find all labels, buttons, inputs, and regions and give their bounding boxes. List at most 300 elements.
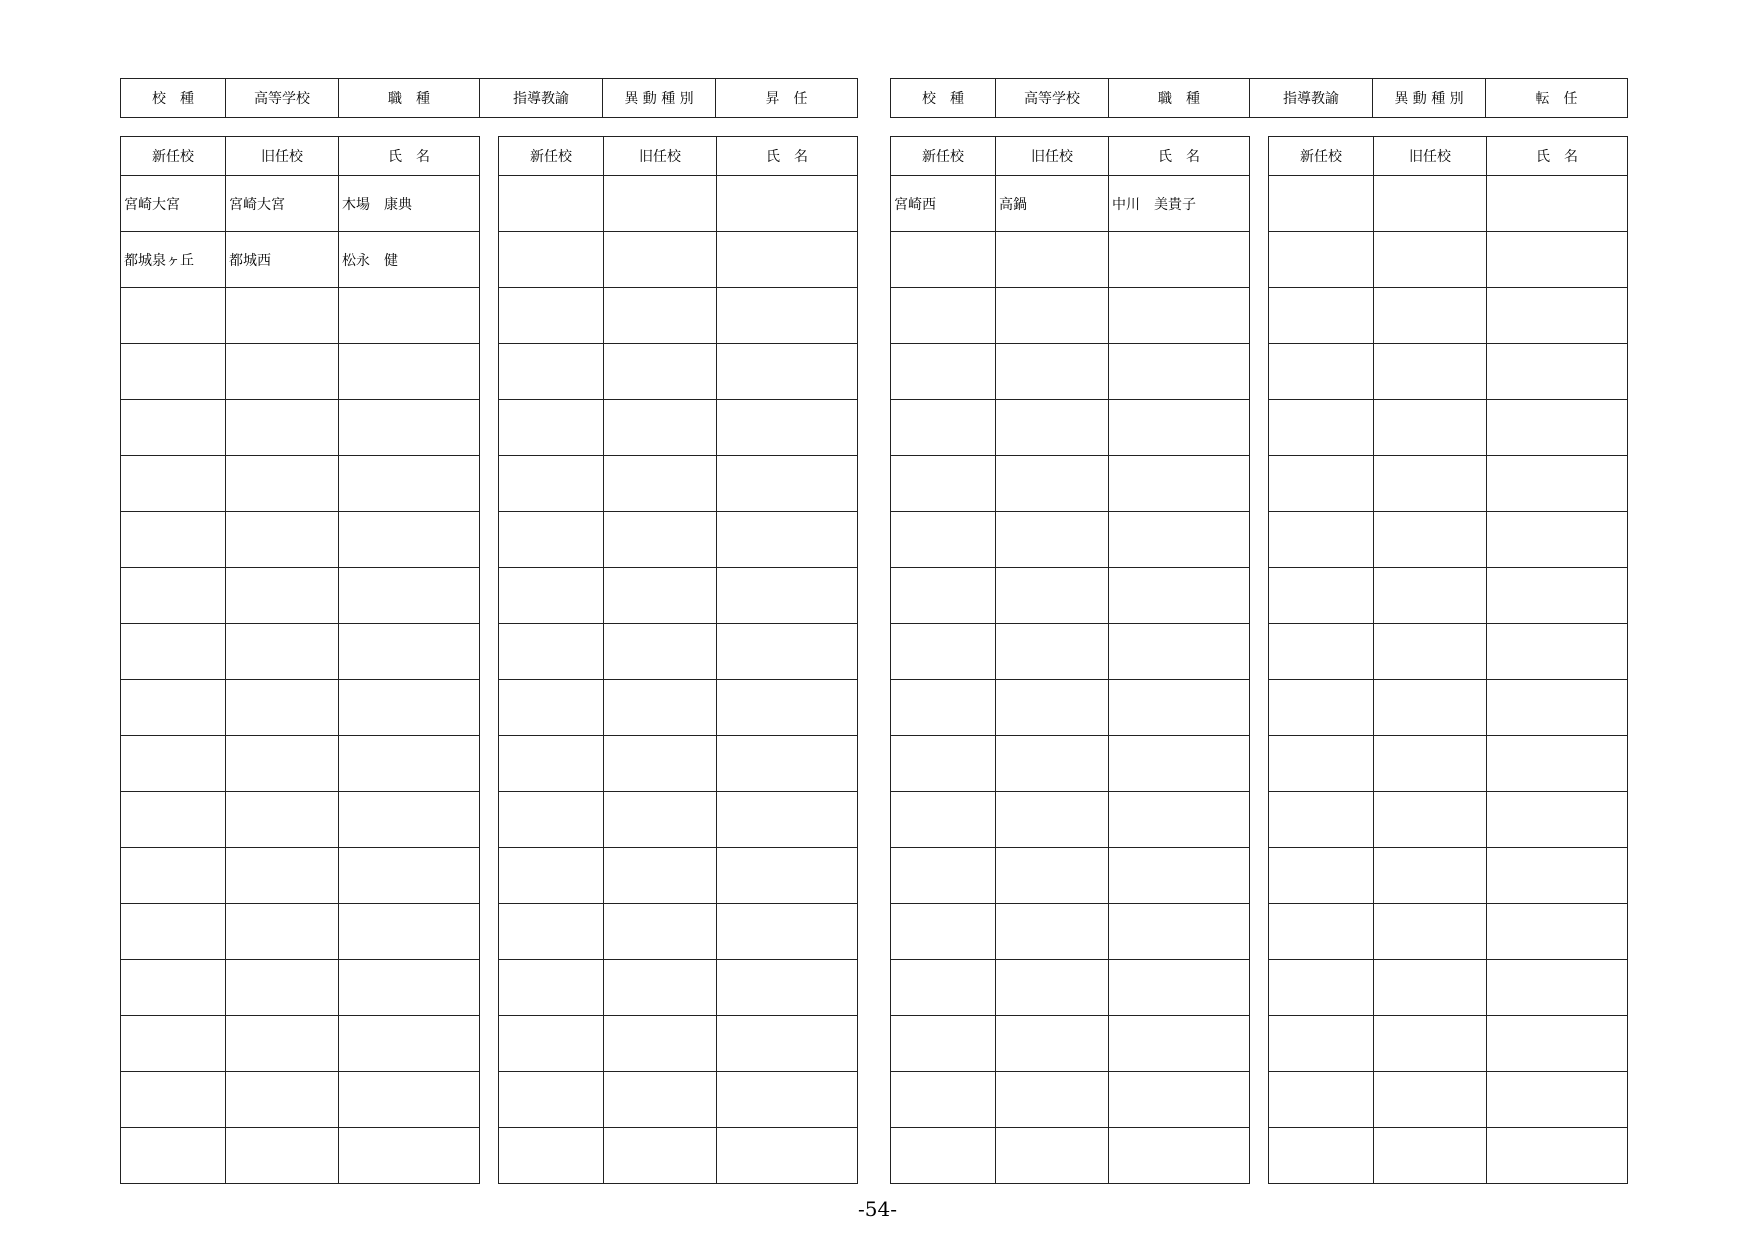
table-row: [1269, 288, 1628, 344]
name-cell: [1109, 568, 1250, 624]
table-row: [121, 456, 480, 512]
name-cell: [717, 232, 858, 288]
name-cell: [1487, 176, 1628, 232]
personnel-table: [1268, 136, 1628, 1184]
table-row: [1269, 568, 1628, 624]
new-school-cell: [121, 1128, 226, 1184]
table-row: [1269, 960, 1628, 1016]
new-school-cell: [891, 736, 996, 792]
school-type-value: 高等学校: [996, 79, 1109, 118]
name-cell: [339, 1072, 480, 1128]
table-row: [1269, 512, 1628, 568]
new-school-cell: [499, 1128, 604, 1184]
name-cell: 木場 康典: [339, 176, 480, 232]
table-row: [121, 736, 480, 792]
name-cell: [339, 400, 480, 456]
table-row: [891, 288, 1250, 344]
new-school-cell: [121, 624, 226, 680]
name-cell: [1487, 456, 1628, 512]
name-cell: [339, 456, 480, 512]
name-cell: [339, 848, 480, 904]
table-row: [121, 960, 480, 1016]
previous-school-cell: [996, 792, 1109, 848]
previous-school-cell: [226, 960, 339, 1016]
name-cell: [1109, 680, 1250, 736]
new-school-cell: [891, 232, 996, 288]
new-school-cell: [1269, 1072, 1374, 1128]
school-type-value: 高等学校: [226, 79, 339, 118]
table-row: [499, 960, 858, 1016]
new-school-cell: [891, 904, 996, 960]
table-row: [121, 792, 480, 848]
name-cell: [1109, 512, 1250, 568]
table-row: [891, 1072, 1250, 1128]
name-cell: [1487, 848, 1628, 904]
name-cell: [717, 960, 858, 1016]
new-school-cell: [499, 400, 604, 456]
new-school-cell: [1269, 512, 1374, 568]
new-school-cell: [1269, 344, 1374, 400]
new-school-cell: [891, 1016, 996, 1072]
previous-school-cell: [604, 176, 717, 232]
table-row: [1269, 680, 1628, 736]
name-cell: [1109, 1128, 1250, 1184]
table-row: [121, 624, 480, 680]
name-cell: [717, 736, 858, 792]
new-school-cell: [1269, 1128, 1374, 1184]
table-row: [499, 792, 858, 848]
transfer-type-value: 転 任: [1486, 79, 1628, 118]
new-school-cell: [499, 1016, 604, 1072]
new-school-cell: [499, 848, 604, 904]
previous-school-cell: [1374, 680, 1487, 736]
previous-school-cell: [226, 1128, 339, 1184]
new-school-cell: [121, 1072, 226, 1128]
transfer-type-label: 異 動 種 別: [1373, 79, 1486, 118]
personnel-table: [498, 136, 858, 1184]
previous-school-cell: [996, 512, 1109, 568]
job-type-label: 職 種: [1109, 79, 1250, 118]
table-row: [499, 624, 858, 680]
new-school-cell: [121, 792, 226, 848]
new-school-cell: [121, 960, 226, 1016]
name-cell: [717, 1072, 858, 1128]
new-school-cell: [1269, 400, 1374, 456]
name-cell: [717, 288, 858, 344]
previous-school-cell: [1374, 512, 1487, 568]
table-row: [891, 792, 1250, 848]
school-type-label: 校 種: [891, 79, 996, 118]
table-row: [121, 848, 480, 904]
table-row: [121, 1016, 480, 1072]
name-cell: [717, 792, 858, 848]
new-school-cell: [121, 680, 226, 736]
table-row: [891, 456, 1250, 512]
column-previous-school: 旧任校: [604, 137, 717, 176]
name-cell: [339, 568, 480, 624]
table-row: [499, 1072, 858, 1128]
previous-school-cell: [1374, 792, 1487, 848]
table-row: [121, 1128, 480, 1184]
new-school-cell: [1269, 456, 1374, 512]
left-header-table: [120, 78, 858, 118]
name-cell: [717, 1016, 858, 1072]
previous-school-cell: [1374, 1072, 1487, 1128]
new-school-cell: 宮崎大宮: [121, 176, 226, 232]
new-school-cell: [1269, 960, 1374, 1016]
previous-school-cell: [1374, 400, 1487, 456]
table-row: [121, 568, 480, 624]
previous-school-cell: [996, 624, 1109, 680]
table-row: [891, 1128, 1250, 1184]
name-cell: [1487, 1016, 1628, 1072]
previous-school-cell: [1374, 1016, 1487, 1072]
previous-school-cell: [1374, 960, 1487, 1016]
table-row: [891, 232, 1250, 288]
previous-school-cell: [1374, 1128, 1487, 1184]
name-cell: [1487, 624, 1628, 680]
previous-school-cell: [1374, 176, 1487, 232]
new-school-cell: [499, 624, 604, 680]
previous-school-cell: [604, 848, 717, 904]
previous-school-cell: [604, 344, 717, 400]
new-school-cell: [499, 456, 604, 512]
table-row: [891, 624, 1250, 680]
previous-school-cell: [604, 1072, 717, 1128]
name-cell: [339, 512, 480, 568]
previous-school-cell: [604, 680, 717, 736]
previous-school-cell: [996, 568, 1109, 624]
previous-school-cell: [604, 568, 717, 624]
previous-school-cell: [226, 568, 339, 624]
new-school-cell: [1269, 792, 1374, 848]
name-cell: [1109, 344, 1250, 400]
previous-school-cell: [604, 736, 717, 792]
new-school-cell: [891, 568, 996, 624]
school-type-label: 校 種: [121, 79, 226, 118]
column-previous-school: 旧任校: [996, 137, 1109, 176]
name-cell: [1487, 1072, 1628, 1128]
name-cell: [1487, 232, 1628, 288]
previous-school-cell: [604, 232, 717, 288]
table-row: [499, 400, 858, 456]
table-row: [499, 232, 858, 288]
name-cell: [339, 680, 480, 736]
table-row: [891, 176, 1250, 232]
new-school-cell: 都城泉ヶ丘: [121, 232, 226, 288]
previous-school-cell: [226, 456, 339, 512]
name-cell: [1109, 904, 1250, 960]
previous-school-cell: [604, 792, 717, 848]
name-cell: [1109, 1072, 1250, 1128]
name-cell: [717, 680, 858, 736]
previous-school-cell: [604, 512, 717, 568]
new-school-cell: [1269, 848, 1374, 904]
name-cell: [1487, 1128, 1628, 1184]
new-school-cell: [499, 792, 604, 848]
name-cell: [1487, 792, 1628, 848]
table-row: [121, 344, 480, 400]
right-header-table: [890, 78, 1628, 118]
new-school-cell: [499, 176, 604, 232]
new-school-cell: [121, 568, 226, 624]
new-school-cell: [1269, 176, 1374, 232]
new-school-cell: [891, 1072, 996, 1128]
new-school-cell: [499, 680, 604, 736]
previous-school-cell: [996, 400, 1109, 456]
job-type-value: 指導教諭: [480, 79, 603, 118]
table-row: [1269, 232, 1628, 288]
previous-school-cell: [226, 680, 339, 736]
job-type-value: 指導教諭: [1250, 79, 1373, 118]
previous-school-cell: [996, 960, 1109, 1016]
previous-school-cell: [996, 344, 1109, 400]
table-row: [499, 176, 858, 232]
column-new-school: 新任校: [891, 137, 996, 176]
column-new-school: 新任校: [499, 137, 604, 176]
column-name: 氏 名: [717, 137, 858, 176]
previous-school-cell: 都城西: [226, 232, 339, 288]
new-school-cell: [1269, 904, 1374, 960]
table-row: [499, 1016, 858, 1072]
table-row: [891, 344, 1250, 400]
new-school-cell: [499, 904, 604, 960]
name-cell: [1487, 512, 1628, 568]
name-cell: [339, 288, 480, 344]
transfer-type-label: 異 動 種 別: [603, 79, 716, 118]
previous-school-cell: [226, 904, 339, 960]
name-cell: [717, 904, 858, 960]
column-name: 氏 名: [1487, 137, 1628, 176]
previous-school-cell: [604, 1128, 717, 1184]
column-name: 氏 名: [339, 137, 480, 176]
name-cell: [339, 1016, 480, 1072]
table-row: [121, 1072, 480, 1128]
previous-school-cell: [996, 848, 1109, 904]
column-new-school: 新任校: [1269, 137, 1374, 176]
previous-school-cell: [604, 624, 717, 680]
new-school-cell: 宮崎西: [891, 176, 996, 232]
new-school-cell: [1269, 1016, 1374, 1072]
name-cell: [717, 568, 858, 624]
new-school-cell: [121, 848, 226, 904]
name-cell: [339, 792, 480, 848]
table-row: [499, 904, 858, 960]
table-row: [499, 1128, 858, 1184]
name-cell: [1487, 736, 1628, 792]
name-cell: 中川 美貴子: [1109, 176, 1250, 232]
new-school-cell: [1269, 288, 1374, 344]
table-row: [891, 512, 1250, 568]
column-name: 氏 名: [1109, 137, 1250, 176]
column-previous-school: 旧任校: [1374, 137, 1487, 176]
table-row: [499, 736, 858, 792]
new-school-cell: [891, 512, 996, 568]
table-row: [891, 848, 1250, 904]
name-cell: [339, 736, 480, 792]
new-school-cell: [499, 960, 604, 1016]
previous-school-cell: [604, 456, 717, 512]
previous-school-cell: 高鍋: [996, 176, 1109, 232]
previous-school-cell: [996, 1128, 1109, 1184]
previous-school-cell: [604, 288, 717, 344]
new-school-cell: [499, 232, 604, 288]
previous-school-cell: [226, 400, 339, 456]
name-cell: [1109, 232, 1250, 288]
name-cell: [1487, 680, 1628, 736]
new-school-cell: [121, 344, 226, 400]
previous-school-cell: 宮崎大宮: [226, 176, 339, 232]
table-row: [891, 904, 1250, 960]
new-school-cell: [499, 288, 604, 344]
name-cell: [1487, 288, 1628, 344]
new-school-cell: [499, 344, 604, 400]
personnel-table: [890, 136, 1250, 1184]
name-cell: 松永 健: [339, 232, 480, 288]
table-row: [499, 456, 858, 512]
table-row: [891, 1016, 1250, 1072]
table-row: [499, 512, 858, 568]
new-school-cell: [1269, 624, 1374, 680]
new-school-cell: [891, 400, 996, 456]
new-school-cell: [499, 1072, 604, 1128]
table-row: [121, 512, 480, 568]
job-type-label: 職 種: [339, 79, 480, 118]
name-cell: [1109, 624, 1250, 680]
name-cell: [717, 1128, 858, 1184]
name-cell: [339, 344, 480, 400]
table-row: [499, 680, 858, 736]
table-row: [1269, 344, 1628, 400]
previous-school-cell: [996, 1016, 1109, 1072]
table-row: [121, 288, 480, 344]
name-cell: [1109, 400, 1250, 456]
name-cell: [339, 960, 480, 1016]
previous-school-cell: [604, 400, 717, 456]
table-row: [891, 568, 1250, 624]
name-cell: [1109, 848, 1250, 904]
table-row: [1269, 176, 1628, 232]
previous-school-cell: [226, 1016, 339, 1072]
table-row: [121, 176, 480, 232]
table-row: [121, 400, 480, 456]
name-cell: [1109, 456, 1250, 512]
table-row: [499, 288, 858, 344]
previous-school-cell: [1374, 848, 1487, 904]
table-row: [121, 232, 480, 288]
new-school-cell: [891, 624, 996, 680]
table-row: [1269, 792, 1628, 848]
new-school-cell: [121, 512, 226, 568]
new-school-cell: [121, 1016, 226, 1072]
previous-school-cell: [226, 512, 339, 568]
table-row: [121, 904, 480, 960]
name-cell: [1109, 1016, 1250, 1072]
new-school-cell: [1269, 232, 1374, 288]
new-school-cell: [499, 568, 604, 624]
table-row: [1269, 400, 1628, 456]
previous-school-cell: [604, 1016, 717, 1072]
table-row: [499, 848, 858, 904]
table-row: [1269, 1128, 1628, 1184]
new-school-cell: [891, 960, 996, 1016]
table-row: [121, 680, 480, 736]
table-row: [891, 400, 1250, 456]
name-cell: [1109, 960, 1250, 1016]
name-cell: [717, 848, 858, 904]
previous-school-cell: [1374, 624, 1487, 680]
previous-school-cell: [226, 848, 339, 904]
previous-school-cell: [604, 960, 717, 1016]
previous-school-cell: [996, 232, 1109, 288]
table-row: [891, 960, 1250, 1016]
name-cell: [717, 624, 858, 680]
table-row: [1269, 848, 1628, 904]
previous-school-cell: [996, 456, 1109, 512]
new-school-cell: [499, 512, 604, 568]
previous-school-cell: [1374, 904, 1487, 960]
name-cell: [339, 1128, 480, 1184]
name-cell: [1109, 288, 1250, 344]
table-row: [499, 568, 858, 624]
previous-school-cell: [996, 288, 1109, 344]
table-row: [891, 736, 1250, 792]
new-school-cell: [1269, 736, 1374, 792]
table-row: [1269, 456, 1628, 512]
table-row: [891, 680, 1250, 736]
name-cell: [1487, 904, 1628, 960]
name-cell: [339, 624, 480, 680]
previous-school-cell: [1374, 232, 1487, 288]
name-cell: [339, 904, 480, 960]
previous-school-cell: [996, 904, 1109, 960]
new-school-cell: [891, 792, 996, 848]
previous-school-cell: [226, 344, 339, 400]
name-cell: [717, 400, 858, 456]
new-school-cell: [121, 456, 226, 512]
name-cell: [717, 176, 858, 232]
name-cell: [1487, 344, 1628, 400]
previous-school-cell: [226, 736, 339, 792]
new-school-cell: [891, 680, 996, 736]
table-row: [1269, 904, 1628, 960]
name-cell: [717, 512, 858, 568]
previous-school-cell: [1374, 344, 1487, 400]
personnel-table: [120, 136, 480, 1184]
previous-school-cell: [226, 624, 339, 680]
new-school-cell: [121, 736, 226, 792]
column-new-school: 新任校: [121, 137, 226, 176]
table-row: [1269, 1072, 1628, 1128]
previous-school-cell: [996, 680, 1109, 736]
table-row: [499, 344, 858, 400]
previous-school-cell: [1374, 736, 1487, 792]
new-school-cell: [121, 288, 226, 344]
new-school-cell: [891, 1128, 996, 1184]
new-school-cell: [891, 456, 996, 512]
new-school-cell: [121, 904, 226, 960]
name-cell: [1487, 960, 1628, 1016]
table-row: [1269, 1016, 1628, 1072]
name-cell: [717, 344, 858, 400]
previous-school-cell: [996, 736, 1109, 792]
previous-school-cell: [1374, 568, 1487, 624]
column-previous-school: 旧任校: [226, 137, 339, 176]
new-school-cell: [1269, 568, 1374, 624]
new-school-cell: [891, 344, 996, 400]
previous-school-cell: [604, 904, 717, 960]
table-row: [1269, 736, 1628, 792]
